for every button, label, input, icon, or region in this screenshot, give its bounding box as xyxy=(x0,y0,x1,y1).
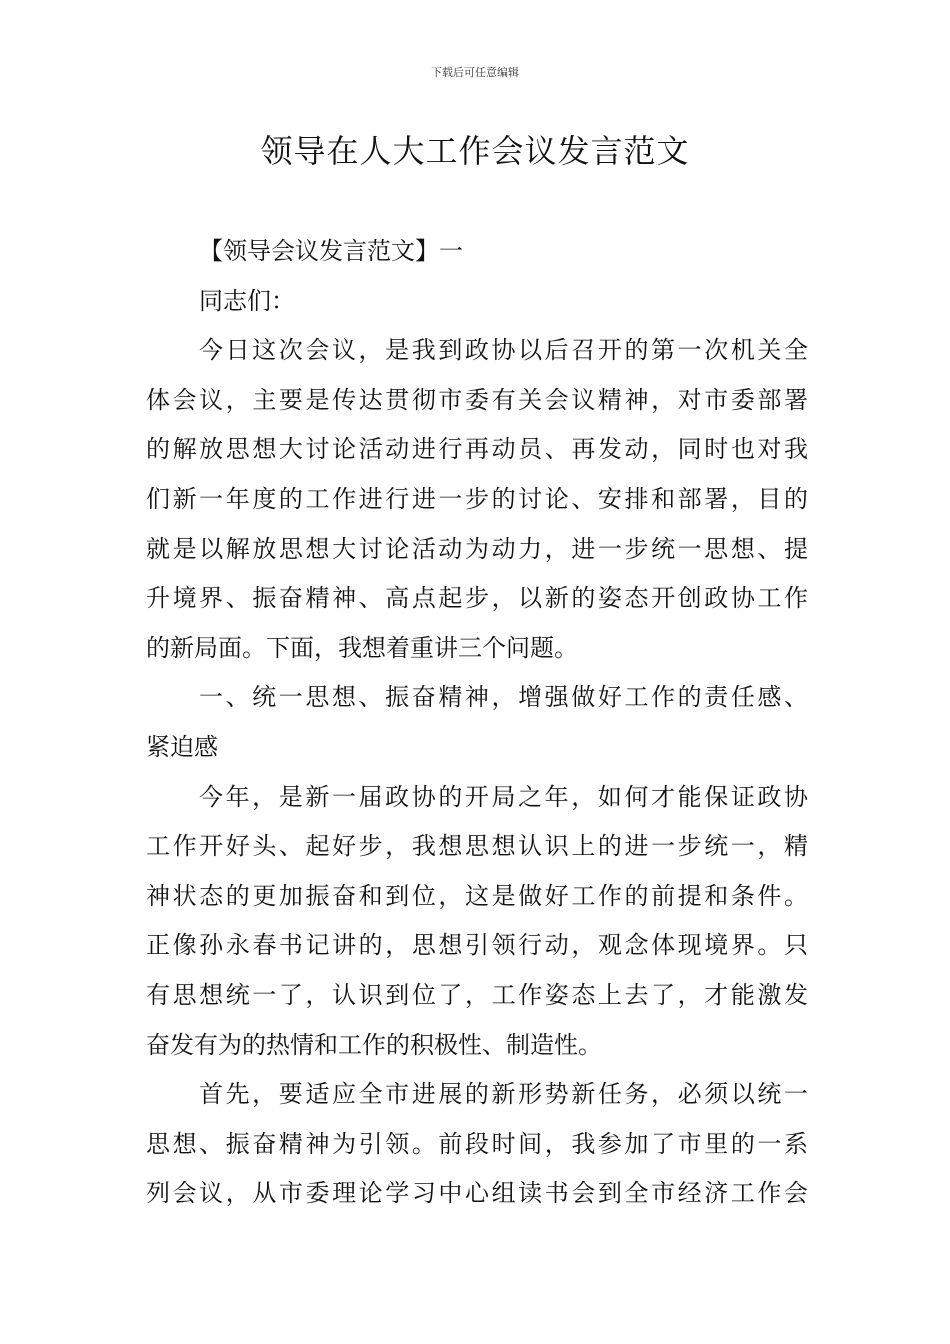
body-text-line: 的解放思想大讨论活动进行再动员、再发动，同时也对我 xyxy=(146,435,808,464)
body-text-line: 的新局面。下面，我想着重讲三个问题。 xyxy=(146,633,578,662)
body-text-line: 们新一年度的工作进行进一步的讨论、安排和部署，目的 xyxy=(146,484,808,513)
document-title: 领导在人大工作会议发言范文 xyxy=(260,132,690,170)
body-text-line: 【领导会议发言范文】一 xyxy=(199,237,463,265)
body-text-line: 体会议，主要是传达贯彻市委有关会议精神，对市委部署 xyxy=(146,385,808,414)
body-text-line: 首先，要适应全市进展的新形势新任务，必须以统一 xyxy=(199,1080,808,1109)
body-text-line: 正像孙永春书记讲的，思想引领行动，观念体现境界。只 xyxy=(146,931,808,960)
body-text-line: 升境界、振奋精神、高点起步，以新的姿态开创政协工作 xyxy=(146,584,808,613)
body-text-line: 同志们： xyxy=(199,286,295,315)
body-text-line: 奋发有为的热情和工作的积极性、制造性。 xyxy=(146,1030,602,1059)
body-text-line: 今日这次会议，是我到政协以后召开的第一次机关全 xyxy=(199,336,808,365)
body-text-line: 就是以解放思想大讨论活动为动力，进一步统一思想、提 xyxy=(146,534,808,563)
body-text-line: 工作开好头、起好步，我想思想认识上的进一步统一，精 xyxy=(146,832,808,861)
body-text-line: 思想、振奋精神为引领。前段时间，我参加了市里的一系 xyxy=(146,1129,808,1158)
body-text-line: 紧迫感 xyxy=(146,732,218,761)
body-text-line: 今年，是新一届政协的开局之年，如何才能保证政协 xyxy=(199,782,808,811)
body-text-line: 神状态的更加振奋和到位，这是做好工作的前提和条件。 xyxy=(146,881,808,910)
body-text-line: 列会议，从市委理论学习中心组读书会到全市经济工作会 xyxy=(146,1179,808,1208)
document-body xyxy=(146,227,808,1219)
body-text-line: 有思想统一了，认识到位了，工作姿态上去了，才能激发 xyxy=(146,980,808,1009)
header-note: 下载后可任意编辑 xyxy=(431,66,519,79)
body-text-line: 一、统一思想、振奋精神，增强做好工作的责任感、 xyxy=(199,683,808,712)
